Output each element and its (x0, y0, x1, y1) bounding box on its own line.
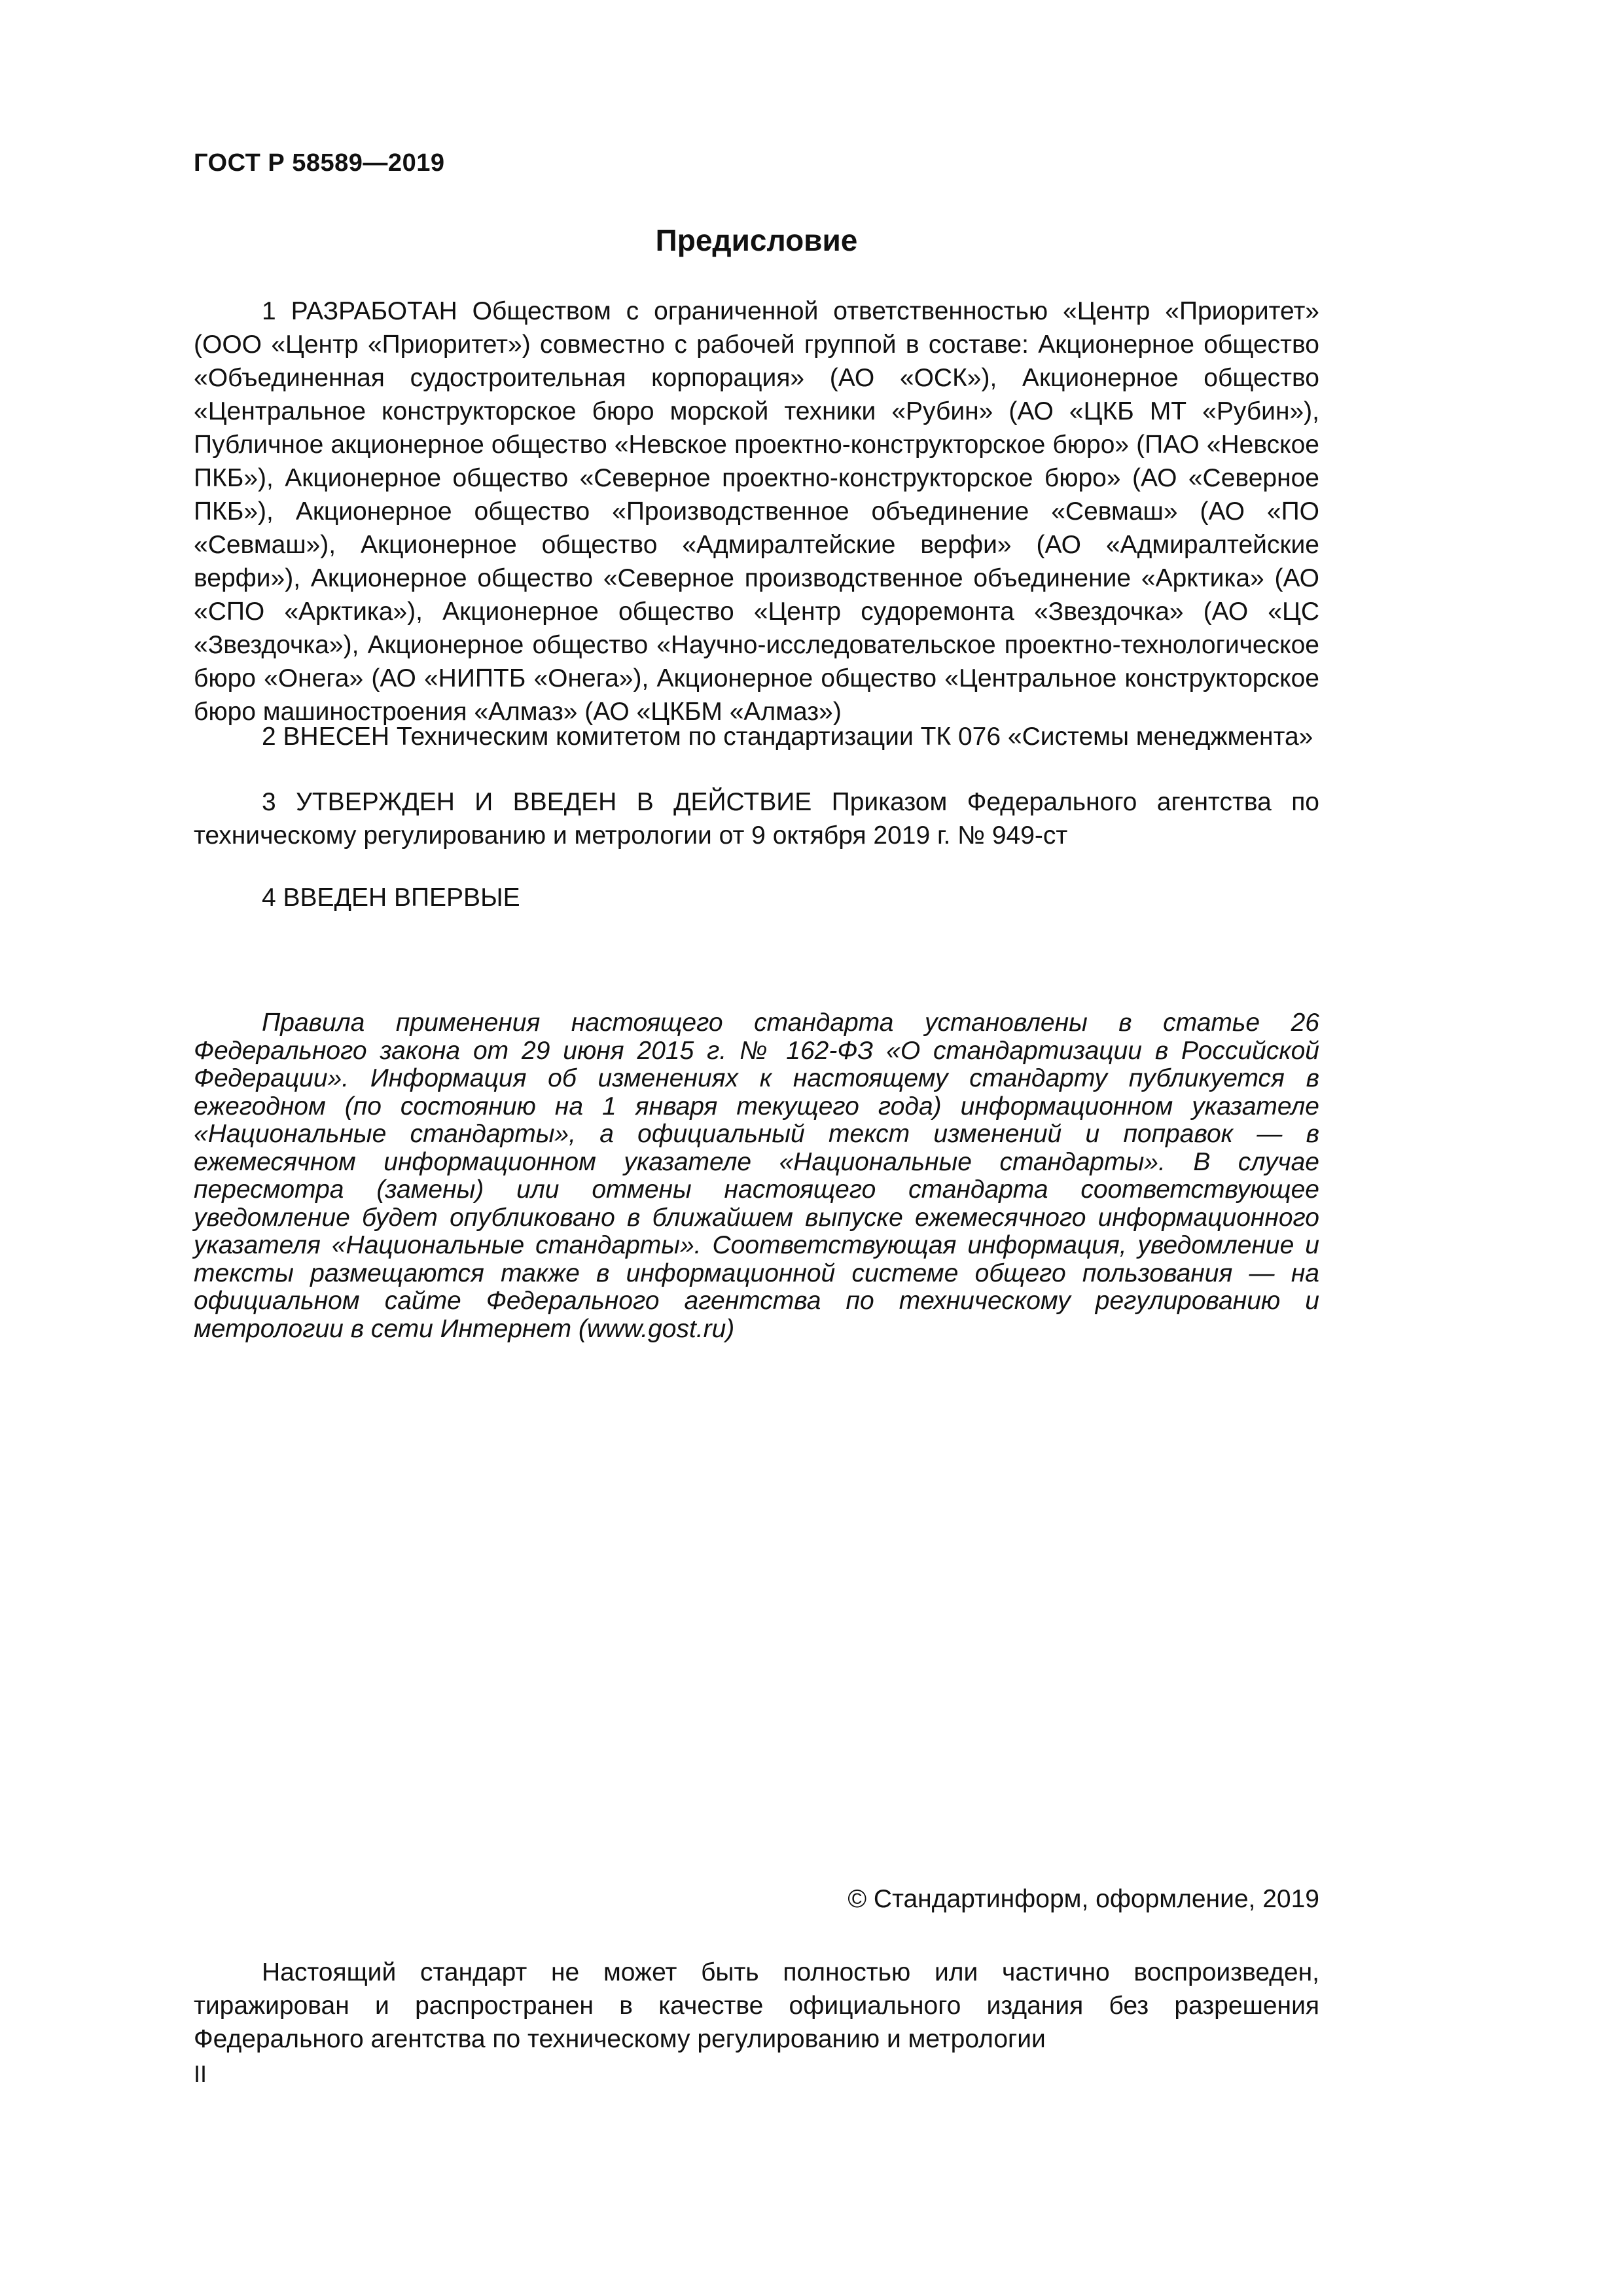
foreword-paragraph-introduced-first: 4 ВВЕДЕН ВПЕРВЫЕ (262, 884, 520, 912)
foreword-paragraph-submitted-by: 2 ВНЕСЕН Техническим комитетом по стандартизации ТК 076 «Системы менеджмента» (262, 723, 1313, 751)
page-number: II (194, 2060, 207, 2087)
copyright-line: © Стандартинформ, оформление, 2019 (847, 1885, 1319, 1913)
standard-code-header: ГОСТ Р 58589—2019 (194, 149, 445, 177)
foreword-title: Предисловие (655, 223, 858, 257)
foreword-paragraph-approved: 3 УТВЕРЖДЕН И ВВЕДЕН В ДЕЙСТВИЕ Приказом Федерального агентства по техническому регулированию и метрологии от 9 октября 2019 г. № 949-ст (194, 788, 1319, 850)
foreword-paragraph-developed-by: 1 РАЗРАБОТАН Обществом с ограниченной ответственностью «Центр «Приоритет» (ООО «Центр «Приоритет») совместно с рабочей группой в составе: Акционерное общество «Объединенная судостроительная корпорация» (АО «ОСК»), Акционерное общество «Центральное конструкторское бюро морской техники «Рубин» (АО «ЦКБ МТ «Рубин»), Публичное акционерное общество «Невское проектно-конструкторское бюро» (ПАО «Невское ПКБ»), Акционерное общество «Северное проектно-конструкторское бюро» (АО «Северное ПКБ»), Акционерное общество «Производственное объединение «Севмаш» (АО «ПО «Севмаш»), Акционерное общество «Адмиралтейские верфи» (АО «Адмиралтейские верфи»), Акционерное общество «Северное производственное объединение «Арктика» (АО «СПО «Арктика»), Акционерное общество «Центр судоремонта «Звездочка» (АО «ЦС «Звездочка»), Акционерное общество «Научно-исследовательское проектно-технологическое бюро «Онега» (АО «НИПТБ «Онега»), Акционерное общество «Центральное конструкторское бюро машиностроения «Алмаз» (АО «ЦКБМ «Алмаз») (194, 297, 1319, 726)
reproduction-legal-notice: Настоящий стандарт не может быть полностью или частично воспроизведен, тиражирован и распространен в качестве официального издания без разрешения Федерального агентства по техническому регулированию и метрологии (194, 1958, 1319, 2053)
application-rules-notice: Правила применения настоящего стандарта установлены в статье 26 Федерального закона от 29 июня 2015 г. № 162-ФЗ «О стандартизации в Российской Федерации». Информация об изменениях к настоящему стандарту публикуется в ежегодном (по состоянию на 1 января текущего года) информационном указателе «Национальные стандарты», а официальный текст изменений и поправок — в ежемесячном информационном указателе «Национальные стандарты». В случае пересмотра (замены) или отмены настоящего стандарта соответствующее уведомление будет опубликовано в ближайшем выпуске ежемесячного информационного указателя «Национальные стандарты». Соответствующая информация, уведомление и тексты размещаются также в информационной системе общего пользования — на официальном сайте Федерального агентства по техническому регулированию и метрологии в сети Интернет (www.gost.ru) (194, 1009, 1319, 1343)
